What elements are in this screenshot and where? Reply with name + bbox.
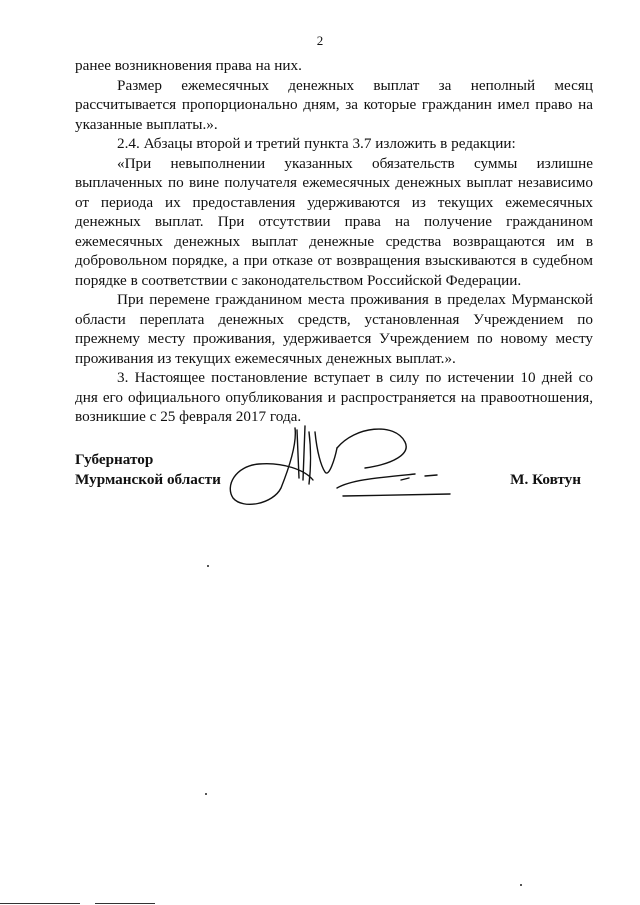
signer-position-line2: Мурманской области — [75, 470, 221, 488]
page-number: 2 — [316, 33, 324, 48]
scan-speck — [207, 565, 209, 567]
scan-speck — [205, 793, 207, 795]
document-body — [75, 56, 593, 427]
signer-name: М. Ковтун — [510, 470, 581, 488]
paragraph-continuation: ранее возникновения права на них. — [75, 57, 302, 74]
signer-position-line1: Губернатор — [75, 451, 154, 468]
paragraph-item-2-4: 2.4. Абзацы второй и третий пункта 3.7 изложить в редакции: — [117, 135, 516, 152]
bottom-rule — [0, 903, 80, 904]
bottom-rule — [95, 903, 155, 904]
scan-speck — [520, 884, 522, 886]
paragraph-payment-size: Размер ежемесячных денежных выплат за неполный месяц рассчитывается пропорционально дням, за которые гражданин имел право на указанные выплаты.». — [75, 76, 593, 133]
signature-block — [75, 450, 593, 510]
paragraph-item-3: 3. Настоящее постановление вступает в силу по истечении 10 дней со дня его официального опубликования и распространяется на правоотношения, возникшие с 25 февраля 2017 года. — [75, 369, 593, 425]
handwritten-signature-icon — [225, 418, 475, 518]
signer-position — [75, 450, 221, 489]
paragraph-obligations: «При невыполнении указанных обязательств суммы излишне выплаченных по вине получателя ежемесячных денежных выплат независимо от периода их предоставления удерживаются из текущих ежемесячных денежных выплат. При отсутствии права на получение гражданином ежемесячных денежных выплат денежные средства возвращаются им в добровольном порядке, а при отказе от возвращения взыскиваются в судебном порядке в соответствии с законодательством Российской Федерации. — [75, 154, 593, 289]
paragraph-residence-change: При перемене гражданином места проживания в пределах Мурманской области переплата денежных средств, установленная Учреждением по прежнему месту проживания, удерживается Учреждением по новому месту проживания из текущих ежемесячных денежных выплат.». — [75, 291, 593, 367]
